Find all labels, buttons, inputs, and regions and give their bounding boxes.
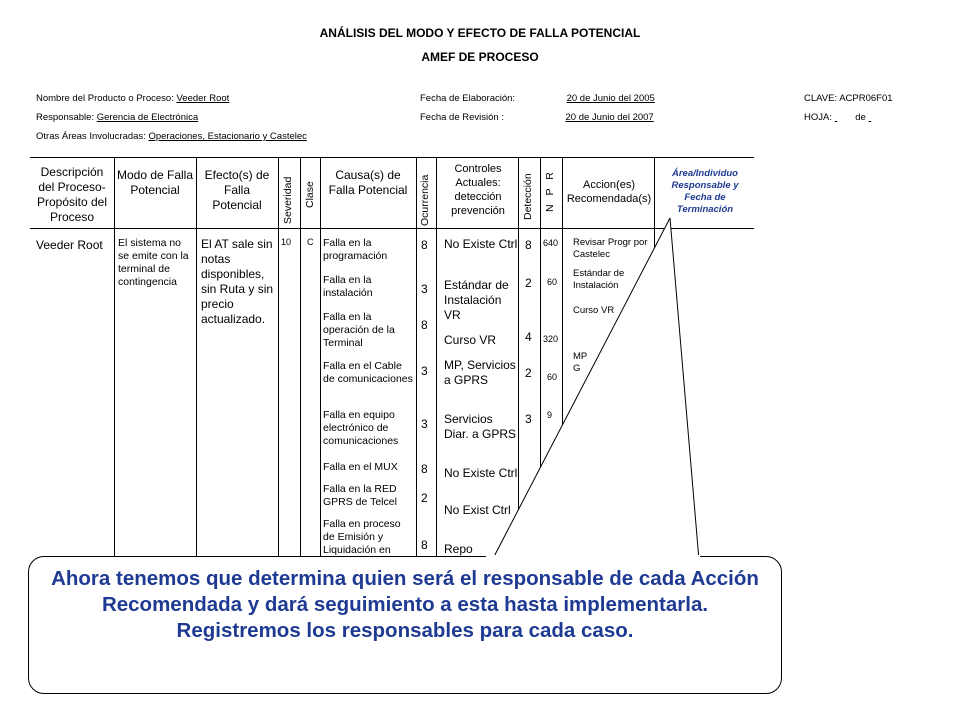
cell-clase: C <box>307 237 314 247</box>
header-descripcion: Descripción del Proceso- Propósito del Proceso <box>36 165 108 224</box>
control-item: Curso VR <box>444 333 497 347</box>
causa-item: Falla en la operación de la Terminal <box>323 311 395 349</box>
document-subtitle: AMEF DE PROCESO <box>421 50 539 64</box>
accion-item: Revisar Progr por Castelec <box>573 237 648 260</box>
deteccion-value: 3 <box>525 412 532 426</box>
otras-areas-label: Otras Áreas Involucradas: <box>36 131 146 142</box>
npr-value: 320 <box>543 334 559 344</box>
accion-item: Curso VR <box>573 305 615 316</box>
header-area-responsable: Área/Individuo Responsable y Fecha de Terminación <box>671 168 739 215</box>
document-title: ANÁLISIS DEL MODO Y EFECTO DE FALLA POTENCIAL <box>319 26 641 40</box>
header-deteccion: Detección <box>522 173 534 220</box>
clave-value: ACPR06F01 <box>839 93 893 104</box>
ocurrencia-value: 8 <box>421 538 428 552</box>
ocurrencia-value: 8 <box>421 318 428 332</box>
ocurrencia-value: 8 <box>421 462 428 476</box>
responsable-value: Gerencia de Electrónica <box>96 112 199 123</box>
producto-value: Veeder Root <box>176 93 230 104</box>
causa-item: Falla en la instalación <box>323 274 373 299</box>
fecha-revision-label: Fecha de Revisión : <box>420 112 504 123</box>
ocurrencia-value: 3 <box>421 364 428 378</box>
ocurrencia-value: 3 <box>421 417 428 431</box>
control-item: MP, Servicios a GPRS <box>444 358 516 387</box>
causa-item: Falla en la programación <box>323 237 388 262</box>
causa-item: Falla en el Cable de comunicaciones <box>323 360 413 385</box>
control-item: No Existe Ctrl <box>444 237 518 251</box>
control-item: Servicios Diar. a GPRS <box>444 412 517 441</box>
ocurrencia-value: 3 <box>421 282 428 296</box>
header-controles: Controles Actuales: detección prevención <box>451 163 505 217</box>
callout-message: Ahora tenemos que determina quien será el responsable de cada Acción Recomendada y dará seguimiento a esta hasta implementarla. Registremos los responsables para cada caso. <box>51 567 759 642</box>
deteccion-value: 2 <box>525 366 532 380</box>
header-causa: Causa(s) de Falla Potencial <box>328 168 408 197</box>
causa-item: Falla en el MUX <box>323 461 398 473</box>
deteccion-value: 2 <box>525 276 532 290</box>
header-ocurrencia: Ocurrencia <box>419 174 431 226</box>
fecha-revision-value: 20 de Junio del 2007 <box>565 112 654 123</box>
header-clase: Clase <box>304 181 316 208</box>
fecha-elaboracion-label: Fecha de Elaboración: <box>420 93 516 104</box>
accion-item: MP G <box>573 351 588 374</box>
fecha-elaboracion-value: 20 de Junio del 2005 <box>566 93 655 104</box>
ocurrencia-value: 2 <box>421 491 428 505</box>
ocurrencia-value: 8 <box>421 238 428 252</box>
npr-value: 60 <box>547 372 558 382</box>
otras-areas-value: Operaciones, Estacionario y Castelec <box>148 131 307 142</box>
npr-value: 9 <box>547 410 553 420</box>
header-severidad: Severidad <box>282 176 294 224</box>
accion-item: Estándar de Instalación <box>573 268 625 291</box>
control-item: Estándar de Instalación VR <box>444 278 509 322</box>
clave-label: CLAVE: <box>804 93 838 104</box>
deteccion-value: 4 <box>525 330 532 344</box>
npr-value: 60 <box>547 277 558 287</box>
npr-value: 640 <box>543 238 559 248</box>
producto-label: Nombre del Producto o Proceso: <box>36 93 174 104</box>
control-item: No Exist Ctrl <box>444 503 511 517</box>
header-modo-falla: Modo de Falla Potencial <box>116 168 194 197</box>
cell-severidad: 10 <box>281 237 292 247</box>
responsable-label: Responsable: <box>36 112 95 123</box>
header-npr: N P R <box>544 169 556 212</box>
deteccion-value: 8 <box>525 238 532 252</box>
cell-modo-falla: El sistema no se emite con la terminal de contingencia <box>118 237 189 288</box>
hoja-label: HOJA: <box>804 112 832 123</box>
control-item: Repo <box>444 542 473 556</box>
header-accion: Accion(es) Recomendada(s) <box>566 179 652 205</box>
causa-item: Falla en proceso de Emisión y Liquidación en <box>323 518 401 556</box>
causa-item: Falla en la RED GPRS de Telcel <box>323 483 397 508</box>
hoja-de: de <box>855 112 866 123</box>
cell-efecto: El AT sale sin notas disponibles, sin Ruta y sin precio actualizado. <box>201 237 274 326</box>
header-efecto: Efecto(s) de Falla Potencial <box>204 168 270 212</box>
cell-descripcion: Veeder Root <box>36 238 103 252</box>
callout-joint <box>486 555 700 558</box>
causa-item: Falla en equipo electrónico de comunicaciones <box>323 409 399 447</box>
control-item: No Existe Ctrl <box>444 466 518 480</box>
